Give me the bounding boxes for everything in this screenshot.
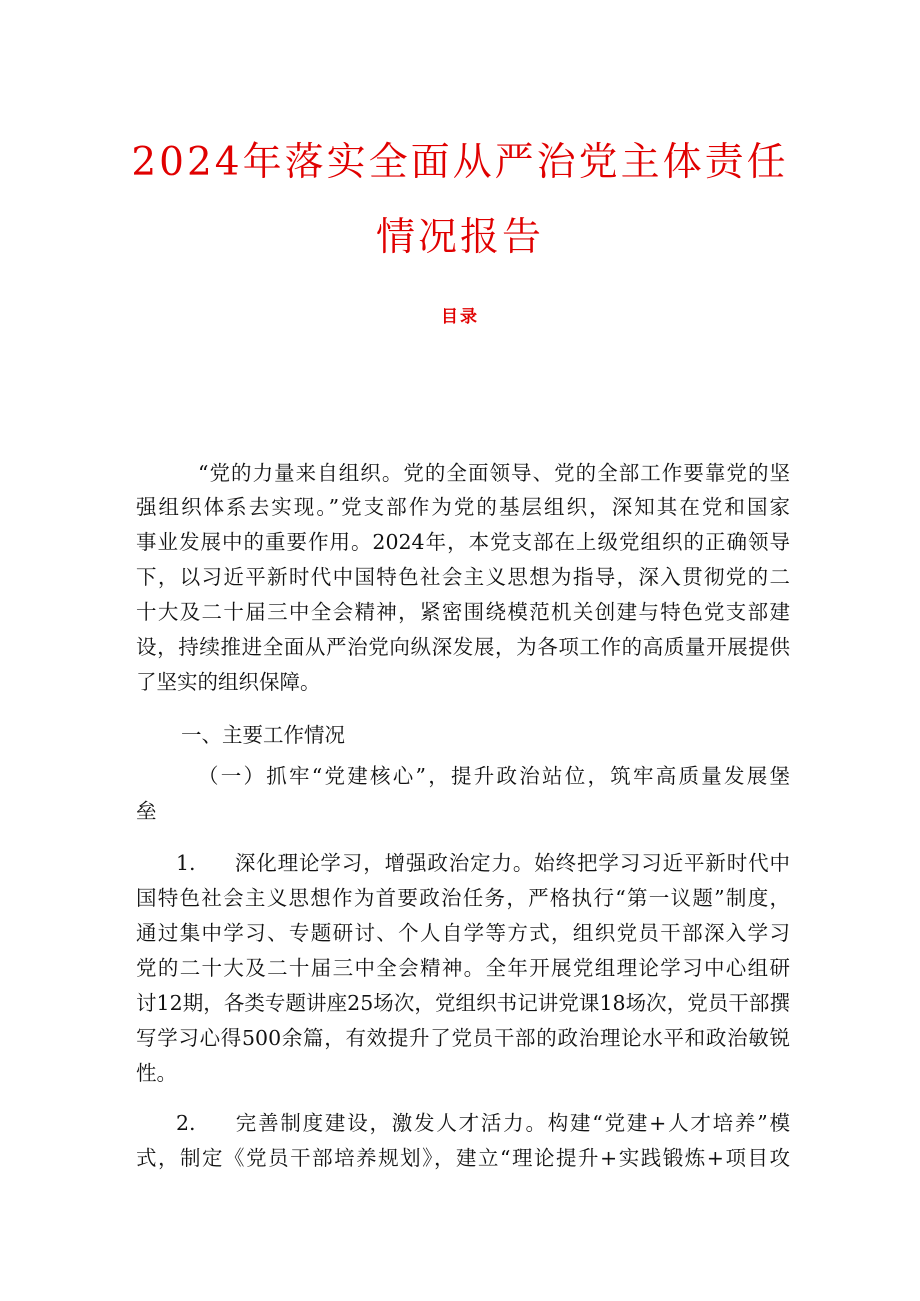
subsection-heading-line: 垒 — [136, 799, 157, 823]
item-1-line: 讨12期，各类专题讲座25场次，党组织书记讲党课18场次，党员干部撰 — [136, 991, 790, 1015]
intro-line: 设，持续推进全面从严治党向纵深发展，为各项工作的高质量开展提供 — [136, 635, 790, 659]
item-2-line: 式，制定《党员干部培养规划》，建立“理论提升+实践锻炼+项目攻 — [136, 1146, 790, 1170]
intro-line: “党的力量来自组织。党的全面领导、党的全部工作要靠党的坚 — [198, 461, 790, 485]
item-1-line: 国特色社会主义思想作为首要政治任务，严格执行“第一议题”制度， — [136, 886, 790, 910]
item-1-line: 通过集中学习、专题研讨、个人自学等方式，组织党员干部深入学习 — [136, 921, 790, 945]
item-1-line: 深化理论学习，增强政治定力。始终把学习习近平新时代中 — [234, 851, 790, 875]
intro-line: 事业发展中的重要作用。2024年，本党支部在上级党组织的正确领导 — [136, 530, 790, 554]
item-1-line: 党的二十大及二十届三中全会精神。全年开展党组理论学习中心组研 — [136, 956, 790, 980]
item-1-line: 写学习心得500余篇，有效提升了党员干部的政治理论水平和政治敏锐 — [136, 1026, 790, 1050]
item-1-line: 性。 — [136, 1061, 177, 1085]
document-title-line-2: 情况报告 — [375, 215, 544, 260]
item-1-number: 1. — [176, 851, 196, 875]
toc-label: 目录 — [441, 307, 479, 327]
item-2-first-line — [136, 1111, 790, 1135]
intro-line: 十大及二十届三中全会精神，紧密围绕模范机关创建与特色党支部建 — [136, 600, 790, 624]
intro-line: 强组织体系去实现。”党支部作为党的基层组织，深知其在党和国家 — [136, 495, 790, 519]
intro-line: 了坚实的组织保障。 — [136, 670, 321, 694]
item-2-line: 完善制度建设，激发人才活力。构建“党建+人才培养”模 — [234, 1111, 790, 1135]
item-1-first-line — [136, 851, 790, 875]
subsection-heading-line: （一）抓牢“党建核心”，提升政治站位，筑牢高质量发展堡 — [198, 764, 790, 788]
document-title-line-1: 2024年落实全面从严治党主体责任 — [131, 140, 789, 185]
item-2-number: 2. — [176, 1111, 196, 1135]
section-heading: 一、主要工作情况 — [181, 723, 345, 747]
intro-line: 下，以习近平新时代中国特色社会主义思想为指导，深入贯彻党的二 — [136, 565, 790, 589]
